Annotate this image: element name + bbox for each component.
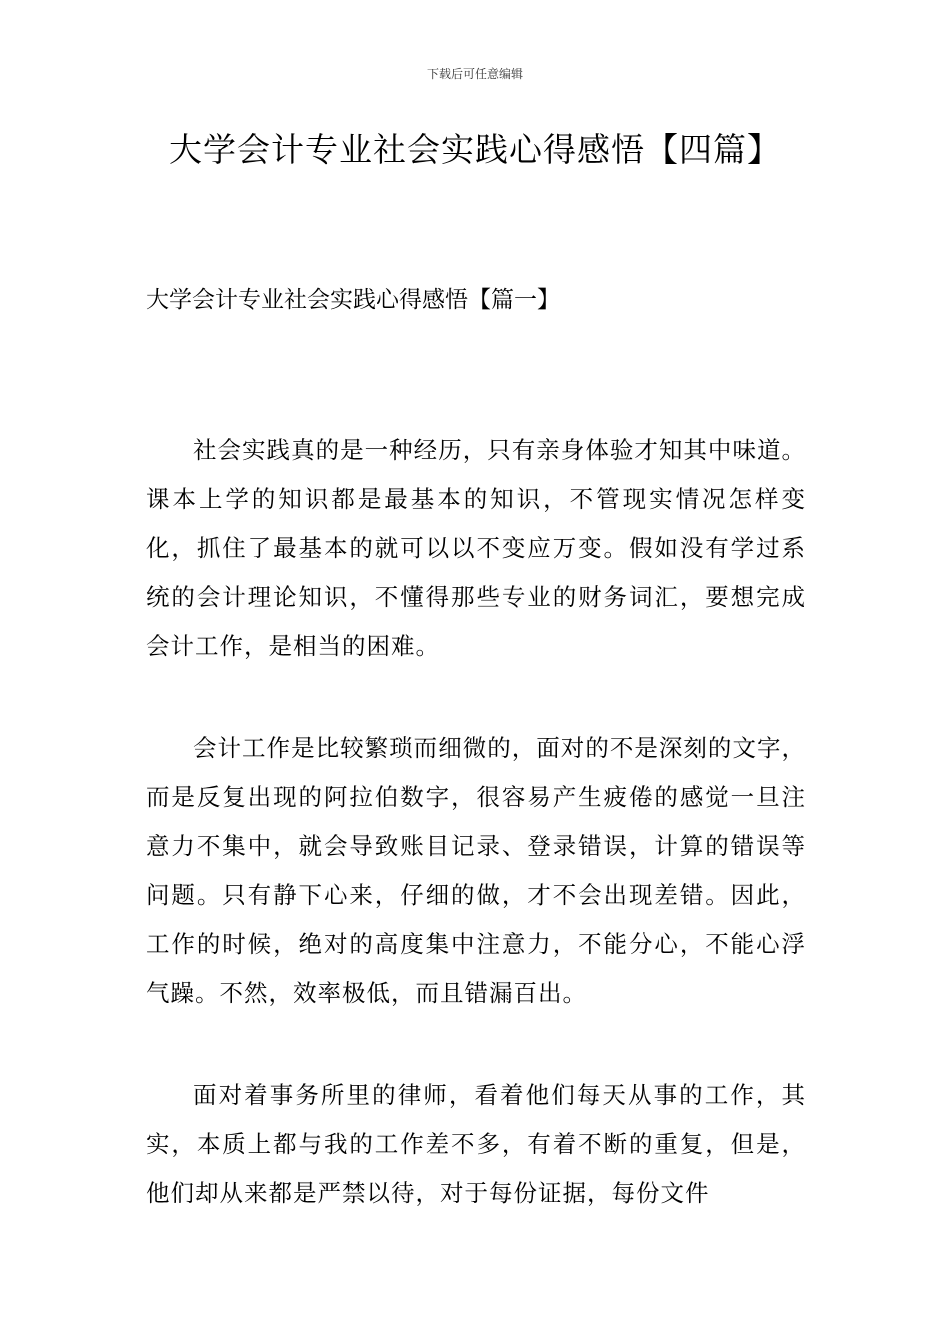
header-note: 下载后可任意编辑 xyxy=(426,67,523,81)
section-heading: 大学会计专业社会实践心得感悟【篇一】 xyxy=(146,287,560,313)
paragraph-1: 社会实践真的是一种经历，只有亲身体验才知其中味道。课本上学的知识都是最基本的知识，不管现实情况怎样变化，抓住了最基本的就可以以不变应万变。假如没有学过系统的会计理论知识，不懂得那些专业的财务词汇，要想完成会计工作，是相当的困难。 xyxy=(146,436,806,660)
paragraph-3: 面对着事务所里的律师，看着他们每天从事的工作，其实，本质上都与我的工作差不多，有着不断的重复，但是，他们却从来都是严禁以待，对于每份证据，每份文件 xyxy=(146,1081,806,1207)
paragraph-2: 会计工作是比较繁琐而细微的，面对的不是深刻的文字，而是反复出现的阿拉伯数字，很容易产生疲倦的感觉一旦注意力不集中，就会导致账目记录、登录错误，计算的错误等问题。只有静下心来，仔细的做，才不会出现差错。因此，工作的时候，绝对的高度集中注意力，不能分心，不能心浮气躁。不然，效率极低，而且错漏百出。 xyxy=(146,734,806,1007)
document-title: 大学会计专业社会实践心得感悟【四篇】 xyxy=(169,130,781,169)
